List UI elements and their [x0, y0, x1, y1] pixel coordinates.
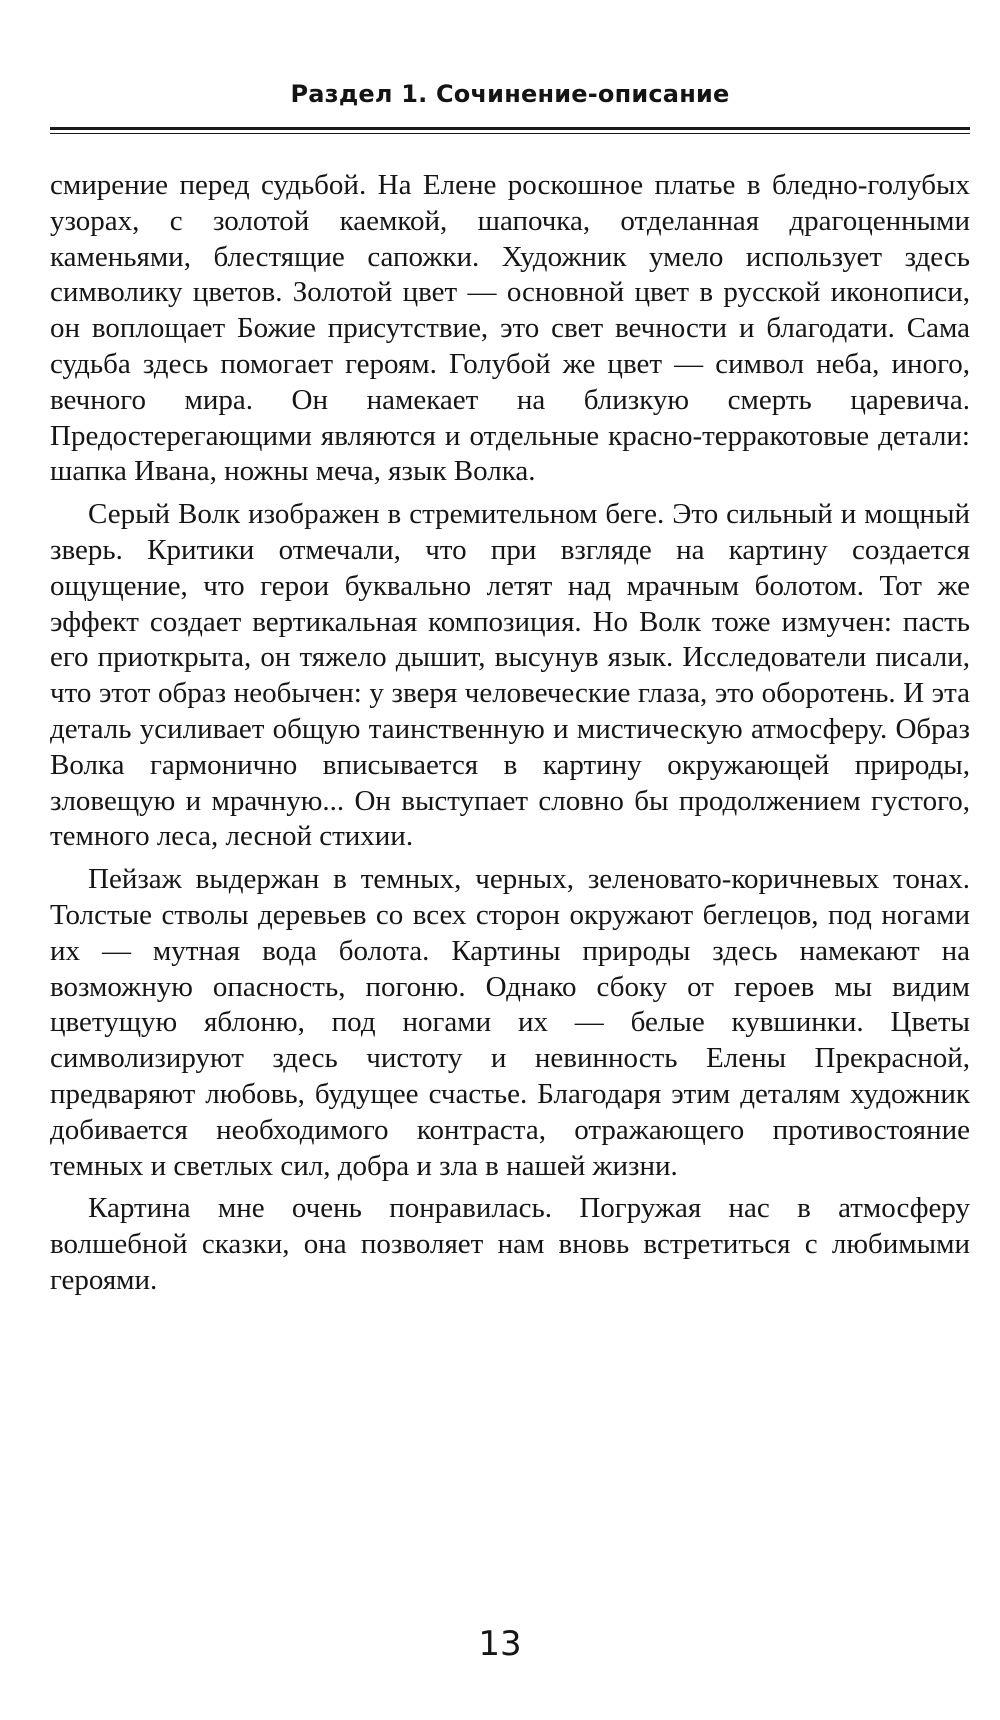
paragraph-continued: смирение перед судьбой. На Елене роскошное платье в бледно-голубых узорах, с золотой каемкой, шапочка, отделанная драгоценными каменьями, блестящие сапожки. Художник умело использует здесь символику цветов. Золотой цвет — основной цвет в русской иконописи, он воплощает Божие присутствие, это свет вечности и благодати. Сама судьба здесь помогает героям. Голубой же цвет — символ неба, иного, вечного мира. Он намекает на близкую смерть царевича. Предостерегающими являются и отдельные красно-терракотовые детали: шапка Ивана, ножны меча, язык Волка.: [50, 169, 970, 488]
header-rule-thick: [50, 127, 970, 130]
paragraph-conclusion: Картина мне очень понравилась. Погружая нас в атмосферу волшебной сказки, она позволяет нам вновь встретиться с любимыми героями.: [50, 1192, 970, 1296]
paragraph-wolf: Серый Волк изображен в стремительном беге. Это сильный и мощный зверь. Критики отмечали, что при взгляде на картину создается ощущение, что герои буквально летят над мрачным болотом. Тот же эффект создает вертикальная композиция. Но Волк тоже измучен: пасть его приоткрыта, он тяжело дышит, высунув язык. Исследователи писали, что этот образ необычен: у зверя человеческие глаза, это оборотень. И эта деталь усиливает общую таинственную и мистическую атмосферу. Образ Волка гармонично вписывается в картину окружающей природы, зловещую и мрачную... Он выступает словно бы продолжением густого, темного леса, лесной стихии.: [50, 498, 970, 853]
paragraph-landscape: Пейзаж выдержан в темных, черных, зеленовато-коричневых тонах. Толстые стволы деревьев со всех сторон окружают беглецов, под ногами их — мутная вода болота. Картины природы здесь намекают на возможную опасность, погоню. Однако сбоку от героев мы видим цветущую яблоню, под ногами их — белые кувшинки. Цветы символизируют здесь чистоту и невинность Елены Прекрасной, предваряют любовь, будущее счастье. Благодаря этим деталям художник добивается необходимого контраста, отражающего противостояние темных и светлых сил, добра и зла в нашей жизни.: [50, 863, 970, 1182]
header-rule-thin: [50, 133, 970, 134]
page-number: 13: [478, 1624, 522, 1664]
body-text: [50, 168, 970, 1306]
running-head-title: Раздел 1. Сочинение-описание: [290, 80, 730, 108]
